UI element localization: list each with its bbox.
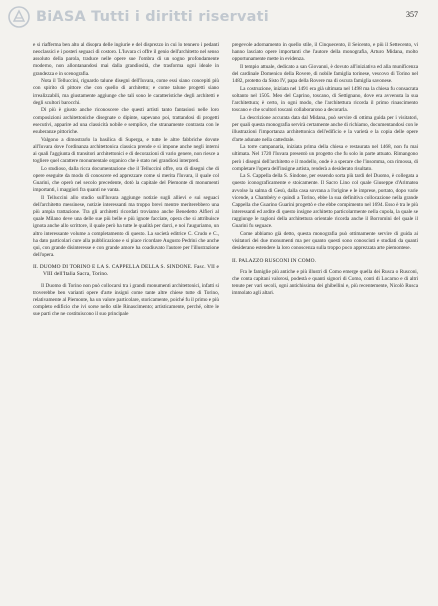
paragraph: La S. Cappella della S. Sindone, per essendo sorta più tardi del Duomo, è collegata a questo iconograficamente e stoicamente. Il Sacro Lino col quale Giuseppe d'Arimatea avvolse la salma di Gesù, dalla casa sovrana a l'origine e le imprese, portato, dopo varie vicende, a Chambéry e quindi a Torino, ebbe la sua definitiva collocazione nella grande Cappella che Guarino Guarini progettò e che ebbe compimento nel 1694. Esso è tra le più interessanti ed ardite di questo insigne architetto particolarmente nella cupola, la quale se raggiunge le ragioni della architettura orientale ricorda anche il Borromini del quale il Guarini fu seguace.	[232, 173, 418, 230]
page-number: 357	[406, 10, 418, 19]
section-heading: II. PALAZZO RUSCONI IN COMO.	[232, 257, 317, 264]
paragraph: Nota il Telluccini, riguardo talune disegni dell'Iuvara, come essi siano concepiti più con spirito di pittore che con quello di architetto; e come talune progetti siano irrealizzabili, ma giustamente aggiunge che tali sono le caratteristiche degli architetti e degli scultori barocchi.	[33, 78, 219, 106]
paragraph: La descrizione accurata data dal Midana, può servire di ottima guida per i visitatori, per quali questa monografia servirà certamente anche di richiamo, documentandosi con le illustrazioni l'importanza architettonica dell'edificio e la varietà e la copia delle opere d'arte adunate nella cattedrale.	[232, 115, 418, 143]
paragraph: Come abbiamo già detto, questa monografia può ottimamente servire di guida ai visitatori dei due monumenti ma per quanto questi sono conosciuti e studiati da quanti desiderano estendere la loro conoscenza sulla troppo poco apprezzata arte piemontese.	[232, 231, 418, 252]
paragraph: Di più è giusto anche riconoscere che questi artisti tanto fantasiosi nelle loro composizioni architettoniche disegnate o dipinte, sapevano poi, trattandosi di progetti esecutivi, apparire ad una classicità nobile e semplice, che stranamente contrasta con le esuberanze pittoriche.	[33, 107, 219, 135]
left-column	[33, 42, 219, 597]
text-columns	[33, 42, 418, 597]
section-heading: II. DUOMO DI TORINO E LA S. CAPPELLA DELLA S. SINDONE. Fasc. VII e VIII dell'Italia Sacra, Torino.	[33, 264, 219, 278]
watermark	[8, 4, 269, 30]
watermark-text: BiASA Tutti i diritti riservati	[36, 9, 269, 25]
paragraph: Valgono a dimostrarlo la basilica di Superga, e tutte le altre fabbriche dovute all'Iuvara dove l'ordinanza architettonica classica prende e si impone anche negli interni ai quali l'aggiunta di transitori architettonici e di decorazioni di vario genere, non riesce a togliere quel carattere monumentale organico che è stato nei grandiosi interpreti.	[33, 136, 219, 164]
paragraph: La torre campanaria, iniziata prima della chiesa e restaurata nel 1468, non fu mai ultimata. Nel 1720 l'Iuvara presentò un progetto che fu solo in parte attuato. Rimangono però i disegni dell'architetto e il modello, onde è a sperare che l'insomma, ora rimossa, di completare l'opera dell'insigne artista, renderà a desiderato risultato.	[232, 144, 418, 172]
paragraph: pregevole adornamento in quello stile, il Cinquecento, il Seicento, e più il Settecento, vi hanno lasciato opere importanti che l'autore della monografia, Arturo Midana, molto opportunamente mette in evidenza.	[232, 42, 418, 63]
paragraph: Il Duomo di Torino non può collocarsi tra i grandi monumenti architettonici, infatti si troverebbe ben varianti opere d'arte insigni come tante altre chiese tutte di Torino, relativamente al Piemonte, ha un valore particolare, storicamente, poiché fu il primo e più completo edificio che ivi sorse nello stile Rinascimento; artisticamente, perché, oltre le sue parti che ne costituiscono il suo principale	[33, 282, 219, 318]
paragraph: Il Telluccini allo studio sull'Iuvara aggiunge notizie sugli allievi e sui seguaci dell'architetto messinese, notizie interessanti ma troppo brevi mentre meriterebbero una più ampia trattazione. Tra gli architetti ricordati troviamo anche Benedetto Alfieri al quale Milano deve una delle sue più belle e più ignote facciate, opera che si attribuisce ignota anche allo scrittore, il quale però ha tutte le qualità per darci, e noi l'auguriamo, un altro interessante volume a completamento di questo. La società editrice C. Crudo e C., ha dato particolari cure alla pubblicazione e si piace ricordare Augusto Pedrini che anche qui, con grande disinteresse e con grande amore ha coadiuvato l'autore per l'illustrazione dell'opera.	[33, 194, 219, 259]
paragraph: Fra le famiglie più antiche e più illustri di Como emerge quella dei Rusca o Rusconi, che conta capitani valorosi, podestà e quanti signori di Como, conti di Locarno e di altri tenute per vari secoli, ogni antichissima dei ghibellini e, più recentemente, Nicolò Rusca immolato agli altari.	[232, 268, 418, 297]
paragraph: La costruzione, iniziata nel 1491 era già ultimata nel 1498 ma la chiesa fu consacrata soltanto nel 1505. Meo del Caprino, toscano, di Settignano, dove era avvenuta la sua l'architettura; è certo, in ogni modo, che l'architettura ricorda il primo rinascimento toscano e che scultori toscani collaborarono a decorarla.	[232, 85, 418, 114]
paragraph: Il tempio attuale, dedicato a san Giovanni, è dovuto all'iniziativa ed alla munificenza del cardinale Domenico della Rovere, di nobile famiglia torinese, vescovo di Torino nel 1482, protetto da Sisto IV, papa della Rovere ma di oscura famiglia savonese.	[232, 63, 418, 85]
right-column	[232, 42, 418, 597]
biasa-logo-icon	[8, 6, 30, 28]
paragraph: Lo studioso, dalla ricca documentazione che il Telluccini offre, ora di disegni che di opere eseguite da modo di conoscere ed apprezzare come si merita l'Iuvara, il quale col Guarini, che operò nel secolo precedente, dotò la capitale del Piemonte di monumenti importanti, i maggiori fra quanti ne vanta.	[33, 165, 219, 194]
paragraph: e si riafferma ben alto al disopra delle ingiurie e del disprezzo in cui lo tennero i pedanti neoclassici e i posteri seguaci di costoro. L'Iuvara ci offre il genio dell'architetto nel senso assoluto della parola, traduce nelle opere sue l'ombra di un sogno profondamente moderno, non allontanandosi mai dalla grandiosità, che trasforma ogni ideale in grandezza e in scenografia.	[33, 42, 219, 77]
